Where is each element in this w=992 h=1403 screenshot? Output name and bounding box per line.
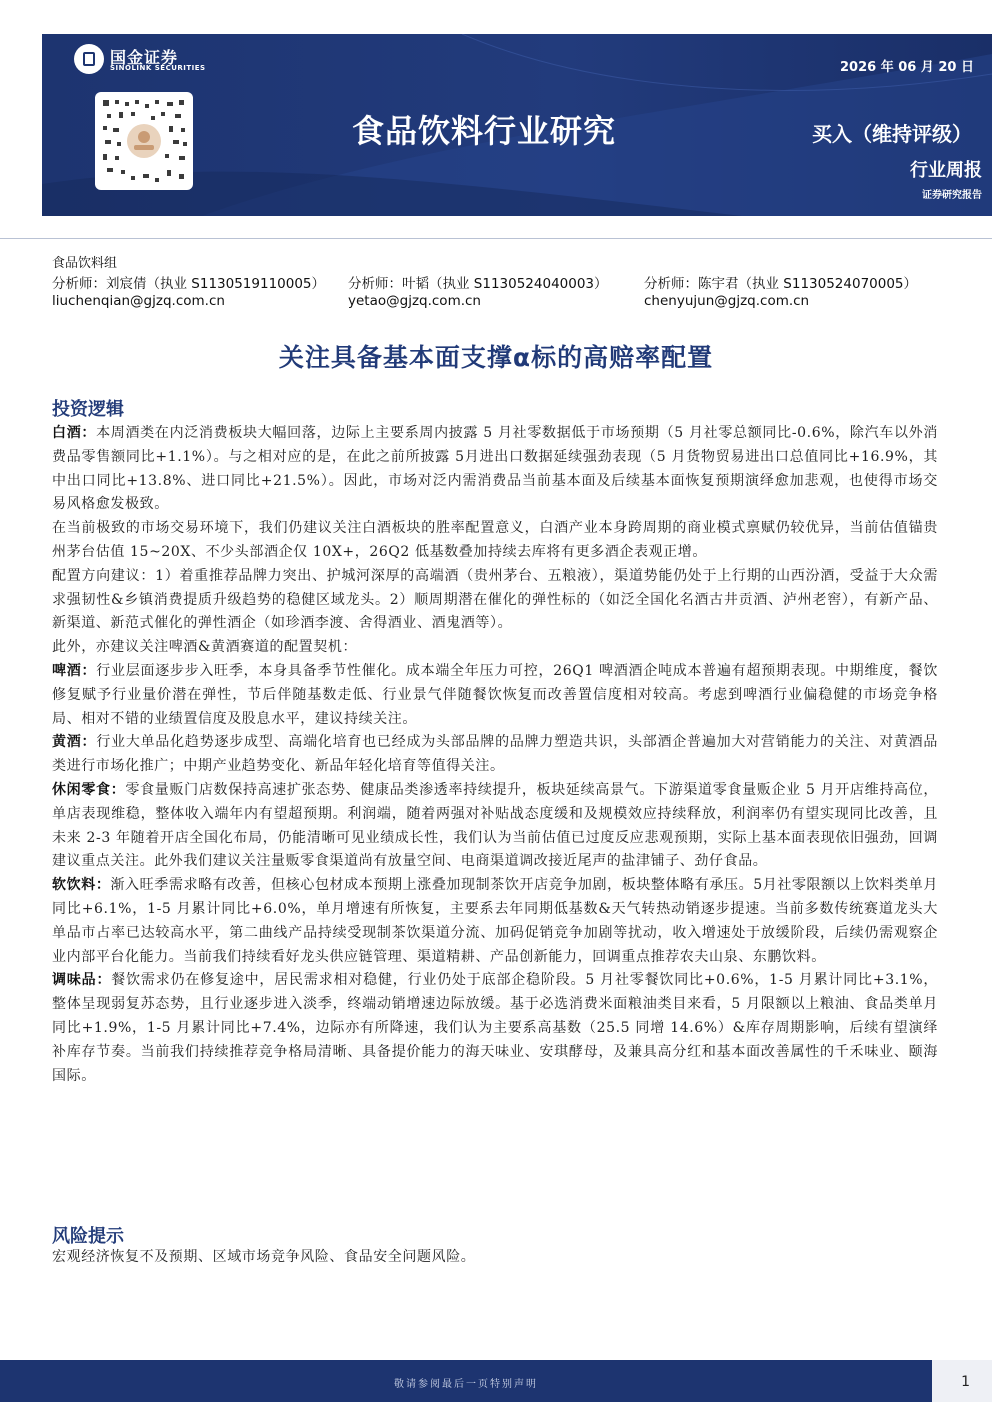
paragraph-allocation [52,565,938,636]
industry-title: 食品饮料行业研究 [352,112,617,150]
team-group: 食品饮料组 [52,256,118,271]
qr-code-icon [95,92,193,190]
report-type: 证券研究报告 [922,190,982,201]
brand-name-en: SINOLINK SECURITIES [110,64,206,72]
report-kind: 行业周报 [910,160,982,181]
risk-heading: 风险提示 [52,1226,124,1247]
paragraph-baijiu-env [52,517,938,565]
paragraph-text: 行业大单品化趋势逐步成型、高端化培育也已经成为头部品牌的品牌力塑造共识，头部酒企普遍加大对营销能力的关注、对黄酒品类进行市场化推广；中期产业趋势变化、新品年轻化培育等值得关注。 [52,734,938,775]
page-number-box [932,1360,992,1402]
paragraph-text: 渐入旺季需求略有改善，但核心包材成本预期上涨叠加现制茶饮开店竞争加剧，板块整体略有承压。5月社零限额以上饮料类单月同比+6.1%，1-5 月累计同比+6.0%，单月增速有所恢复，主要系去年同期低基数&天气转热动销逐步提速。当前多数传统赛道龙头大单品市占率已达较高水平，第二曲线产品持续受现制茶饮渠道分流、加码促销竞争加剧等扰动，收入增速处于放缓阶段，后续仍需观察企业内部平台化能力。当前我们持续看好龙头供应链管理、渠道精耕、产品创新能力，回调重点推荐农夫山泉、东鹏饮料。 [52,877,938,965]
paragraph-beverage [52,874,938,969]
logo-mark-icon [74,44,104,74]
rating-label: 买入（维持评级） [812,122,972,146]
paragraph-label: 休闲零食： [52,781,126,798]
analyst-2-email[interactable]: yetao@gjzq.com.cn [348,293,481,309]
paragraph-text: 本周酒类在内泛消费板块大幅回落，边际上主要系周内披露 5 月社零数据低于市场预期（5 月社零总额同比-0.6%，除汽车以外消费品零售额同比+1.1%）。与之相对应的是，在此之前所披露 5月进出口数据延续强劲表现（5 月货物贸易进出口总值同比+16.9%，其中出口同比+13.8%、进口同比+21.5%）。因此，市场对泛内需消费品当前基本面及后续基本面恢复预期演绎愈加悲观，也使得市场交易风格愈发极致。 [52,425,938,513]
paragraph-text: 行业层面逐步步入旺季，本身具备季节性催化。成本端全年压力可控，26Q1 啤酒酒企吨成本普遍有超预期表现。中期维度，餐饮修复赋予行业量价潜在弹性，节后伴随基数走低、行业景气伴随餐饮恢复而改善置信度相对较高。考虑到啤酒行业偏稳健的市场竞争格局、相对不错的业绩置信度及股息水平，建议持续关注。 [52,662,938,727]
paragraph-label: 软饮料： [52,877,111,894]
report-date: 2026 年 06 月 20 日 [840,60,974,75]
logic-heading: 投资逻辑 [52,399,124,420]
paragraph-text: 此外，亦建议关注啤酒&黄酒赛道的配置契机： [52,639,358,656]
analyst-3-email[interactable]: chenyujun@gjzq.com.cn [644,293,810,309]
paragraph-label: 白酒： [52,425,97,441]
page-number: 1 [961,1374,970,1390]
paragraph-also [52,636,938,660]
qr-code-pattern [95,92,193,190]
paragraph-baijiu [52,422,938,517]
analyst-3-line: 分析师：陈宇君（执业 S1130524070005） [644,276,918,292]
header-divider [0,238,992,239]
analyst-1-line: 分析师：刘宸倩（执业 S1130519110005） [52,276,326,292]
report-title: 关注具备基本面支撑α标的高赔率配置 [278,343,714,372]
paragraph-huangjiu [52,731,938,779]
paragraph-label: 啤酒： [52,662,97,679]
risk-text: 宏观经济恢复不及预期、区域市场竞争风险、食品安全问题风险。 [52,1249,476,1265]
paragraph-label: 调味品： [52,972,112,989]
paragraph-beer [52,660,938,731]
footer-disclaimer-note: 敬请参阅最后一页特别声明 [394,1379,538,1390]
analyst-2-line: 分析师：叶韬（执业 S1130524040003） [348,276,608,292]
brand-logo [74,44,234,76]
paragraph-condiment [52,969,938,1088]
analyst-1-email[interactable]: liuchenqian@gjzq.com.cn [52,293,225,309]
paragraph-snacks [52,779,938,874]
paragraph-text: 配置方向建议：1）着重推荐品牌力突出、护城河深厚的高端酒（贵州茅台、五粮液），渠道势能仍处于上行期的山西汾酒，受益于大众需求强韧性&乡镇消费提质升级趋势的稳健区域龙头。2）顺周期潜在催化的弹性标的（如泛全国化名酒古井贡酒、泸州老窖），有新产品、新渠道、新范式催化的弹性酒企（如珍酒李渡、舍得酒业、酒鬼酒等）。 [52,567,938,632]
paragraph-text: 在当前极致的市场交易环境下，我们仍建议关注白酒板块的胜率配置意义，白酒产业本身跨周期的商业模式禀赋仍较优异，当前估值锚贵州茅台估值 15~20X、不少头部酒企仅 10X+，26Q2 低基数叠加持续去库将有更多酒企表观正增。 [52,520,938,560]
paragraph-text: 餐饮需求仍在修复途中，居民需求相对稳健，行业仍处于底部企稳阶段。5 月社零餐饮同比+0.6%，1-5 月累计同比+3.1%，整体呈现弱复苏态势，且行业逐步进入淡季，终端动销增速边际放缓。基于必选消费米面粮油类目来看，5 月限额以上粮油、食品类单月同比+1.9%，1-5 月累计同比+7.4%，边际亦有所降速，我们认为主要系高基数（25.5 同增 14.6%）&库存周期影响，后续有望演绎补库存节奏。当前我们持续推荐竞争格局清晰、具备提价能力的海天味业、安琪酵母，及兼具高分红和基本面改善属性的千禾味业、颐海国际。 [52,972,938,1084]
paragraph-text: 零食量贩门店数保持高速扩张态势、健康品类渗透率持续提升，板块延续高景气。下游渠道零食量贩企业 5 月开店维持高位，单店表现维稳，整体收入端年内有望超预期。利润端，随着两强对补贴战态度缓和及规模效应持续释放，利润率仍有望实现同比改善，且未来 2-3 年随着开店全国化布局，仍能清晰可见业绩成长性，我们认为当前估值已过度反应悲观预期，实际上基本面表现依旧强劲，回调建议重点关注。此外我们建议关注量贩零食渠道尚有放量空间、电商渠道调改接近尾声的盐津铺子、劲仔食品。 [52,781,938,870]
paragraph-label: 黄酒： [52,734,97,751]
brand-name-cn: 国金证券 [110,48,179,67]
logic-body [52,422,938,1088]
